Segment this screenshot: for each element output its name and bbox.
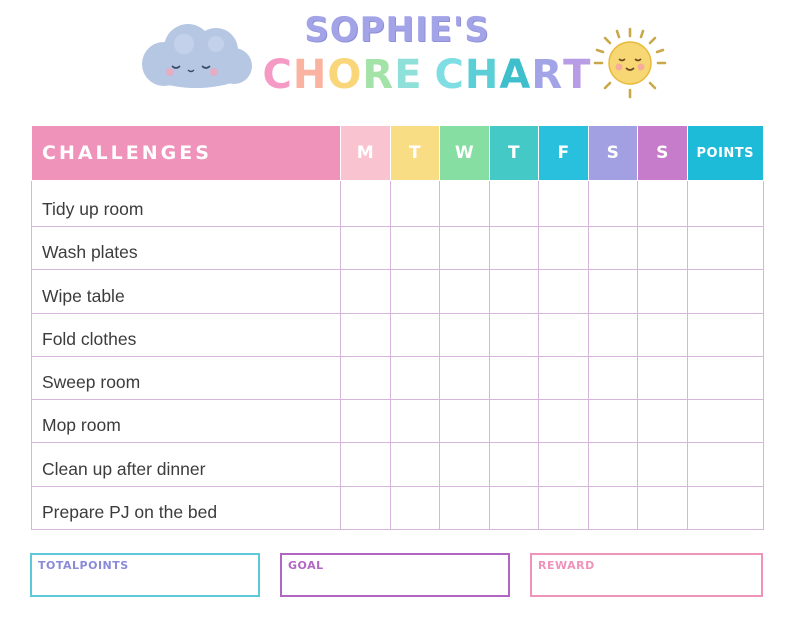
title-letter: R: [531, 52, 564, 98]
day-checkbox-cell[interactable]: [489, 313, 539, 356]
day-checkbox-cell[interactable]: [638, 400, 688, 443]
day-checkbox-cell[interactable]: [341, 181, 391, 227]
day-checkbox-cell[interactable]: [638, 486, 688, 529]
points-header: POINTS: [687, 126, 764, 181]
day-header: S: [638, 126, 688, 181]
day-checkbox-cell[interactable]: [539, 270, 589, 313]
day-checkbox-cell[interactable]: [539, 356, 589, 399]
day-checkbox-cell[interactable]: [390, 227, 440, 270]
task-label: Clean up after dinner: [32, 443, 341, 486]
task-label: Fold clothes: [32, 313, 341, 356]
day-checkbox-cell[interactable]: [440, 486, 490, 529]
task-label: Tidy up room: [32, 181, 341, 227]
points-cell[interactable]: [687, 313, 764, 356]
goal-box[interactable]: [280, 553, 510, 597]
task-label: Prepare PJ on the bed: [32, 486, 341, 529]
title-letter: H: [464, 52, 500, 98]
day-checkbox-cell[interactable]: [638, 443, 688, 486]
day-checkbox-cell[interactable]: [638, 181, 688, 227]
day-checkbox-cell[interactable]: [638, 270, 688, 313]
day-checkbox-cell[interactable]: [588, 443, 638, 486]
day-checkbox-cell[interactable]: [489, 270, 539, 313]
table-row: [32, 356, 764, 399]
day-checkbox-cell[interactable]: [588, 227, 638, 270]
table-row: [32, 486, 764, 529]
table-header-row: [32, 126, 764, 181]
day-header: T: [390, 126, 440, 181]
table-row: [32, 181, 764, 227]
day-checkbox-cell[interactable]: [638, 313, 688, 356]
child-name-title: SOPHIE'S: [304, 10, 490, 50]
table-row: [32, 313, 764, 356]
day-checkbox-cell[interactable]: [588, 313, 638, 356]
table-row: [32, 443, 764, 486]
day-checkbox-cell[interactable]: [440, 313, 490, 356]
chore-chart-title: [0, 52, 794, 98]
day-checkbox-cell[interactable]: [440, 400, 490, 443]
challenges-header: CHALLENGES: [32, 126, 341, 181]
task-label: Wash plates: [32, 227, 341, 270]
points-cell[interactable]: [687, 443, 764, 486]
title-letter: O: [327, 52, 363, 98]
day-checkbox-cell[interactable]: [440, 443, 490, 486]
reward-box[interactable]: [530, 553, 763, 597]
day-checkbox-cell[interactable]: [539, 443, 589, 486]
day-header: M: [341, 126, 391, 181]
table-row: [32, 270, 764, 313]
points-cell[interactable]: [687, 181, 764, 227]
day-checkbox-cell[interactable]: [341, 313, 391, 356]
day-checkbox-cell[interactable]: [489, 443, 539, 486]
day-checkbox-cell[interactable]: [638, 356, 688, 399]
day-header: F: [539, 126, 589, 181]
day-checkbox-cell[interactable]: [489, 227, 539, 270]
day-checkbox-cell[interactable]: [390, 356, 440, 399]
day-checkbox-cell[interactable]: [440, 181, 490, 227]
day-checkbox-cell[interactable]: [440, 227, 490, 270]
total-points-box[interactable]: [30, 553, 260, 597]
day-checkbox-cell[interactable]: [539, 227, 589, 270]
day-checkbox-cell[interactable]: [390, 400, 440, 443]
day-header: T: [489, 126, 539, 181]
day-checkbox-cell[interactable]: [539, 313, 589, 356]
day-checkbox-cell[interactable]: [390, 270, 440, 313]
day-checkbox-cell[interactable]: [390, 486, 440, 529]
points-cell[interactable]: [687, 400, 764, 443]
day-checkbox-cell[interactable]: [341, 443, 391, 486]
day-checkbox-cell[interactable]: [341, 227, 391, 270]
title-letter: T: [563, 52, 592, 98]
day-checkbox-cell[interactable]: [390, 181, 440, 227]
day-checkbox-cell[interactable]: [489, 356, 539, 399]
task-label: Sweep room: [32, 356, 341, 399]
title-letter: E: [394, 52, 423, 98]
points-cell[interactable]: [687, 356, 764, 399]
day-checkbox-cell[interactable]: [341, 356, 391, 399]
title-letter: C: [262, 52, 293, 98]
goal-label: GOAL: [288, 559, 324, 572]
points-cell[interactable]: [687, 227, 764, 270]
title-letter: R: [362, 52, 395, 98]
day-checkbox-cell[interactable]: [341, 486, 391, 529]
day-checkbox-cell[interactable]: [588, 486, 638, 529]
table-row: [32, 227, 764, 270]
points-cell[interactable]: [687, 486, 764, 529]
day-checkbox-cell[interactable]: [588, 270, 638, 313]
sun-illustration: [591, 26, 669, 100]
day-checkbox-cell[interactable]: [341, 270, 391, 313]
chore-table: [31, 125, 764, 530]
day-checkbox-cell[interactable]: [390, 443, 440, 486]
day-header: S: [588, 126, 638, 181]
day-checkbox-cell[interactable]: [588, 356, 638, 399]
points-cell[interactable]: [687, 270, 764, 313]
day-checkbox-cell[interactable]: [440, 356, 490, 399]
day-checkbox-cell[interactable]: [638, 227, 688, 270]
title-letter: C: [434, 52, 465, 98]
day-checkbox-cell[interactable]: [539, 400, 589, 443]
day-checkbox-cell[interactable]: [539, 181, 589, 227]
day-header: W: [440, 126, 490, 181]
day-checkbox-cell[interactable]: [539, 486, 589, 529]
task-label: Mop room: [32, 400, 341, 443]
day-checkbox-cell[interactable]: [588, 181, 638, 227]
title-letter: H: [292, 52, 328, 98]
task-label: Wipe table: [32, 270, 341, 313]
table-row: [32, 400, 764, 443]
day-checkbox-cell[interactable]: [489, 181, 539, 227]
day-checkbox-cell[interactable]: [588, 400, 638, 443]
day-checkbox-cell[interactable]: [341, 400, 391, 443]
day-checkbox-cell[interactable]: [489, 400, 539, 443]
day-checkbox-cell[interactable]: [390, 313, 440, 356]
day-checkbox-cell[interactable]: [489, 486, 539, 529]
total-points-label: TOTALPOINTS: [38, 559, 129, 572]
title-letter: A: [499, 52, 532, 98]
reward-label: REWARD: [538, 559, 595, 572]
day-checkbox-cell[interactable]: [440, 270, 490, 313]
